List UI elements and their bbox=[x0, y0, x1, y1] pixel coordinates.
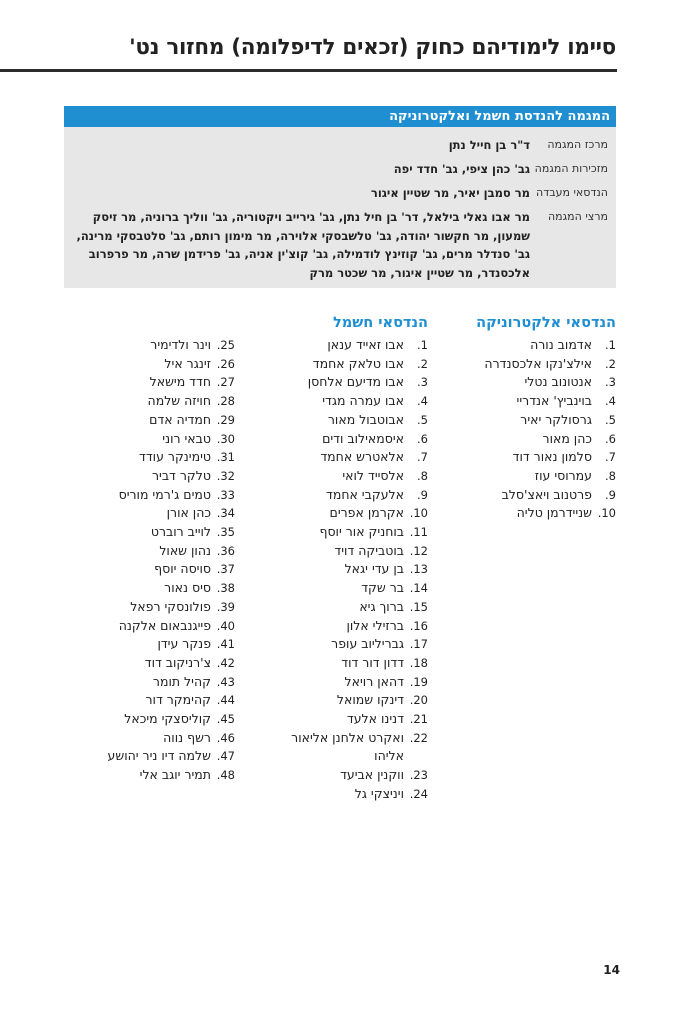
list-item bbox=[80, 635, 235, 654]
list-item bbox=[80, 448, 235, 467]
list-item bbox=[262, 467, 428, 486]
graduate-name: דדון דור דוד bbox=[341, 654, 404, 670]
graduate-name: שלמה דיו ניר יהושע bbox=[107, 748, 211, 764]
item-number: 46. bbox=[216, 730, 235, 745]
list-item bbox=[80, 336, 235, 355]
list-item bbox=[262, 598, 428, 617]
list-item bbox=[262, 560, 428, 579]
list-item bbox=[262, 336, 428, 355]
list-item bbox=[80, 467, 235, 486]
graduate-name: אבוטבול מאור bbox=[327, 411, 404, 427]
item-number: 5. bbox=[605, 412, 616, 427]
graduate-name: פולונסקי רפאל bbox=[130, 598, 211, 614]
list-item bbox=[80, 504, 235, 523]
list-item bbox=[454, 392, 616, 411]
page-title: סיימו לימודיהם כחוק (זכאים לדיפלומה) מחזור נט' bbox=[129, 35, 616, 60]
list-item bbox=[262, 710, 428, 729]
list-item bbox=[80, 710, 235, 729]
program-info-header: המגמה להנדסת חשמל ואלקטרוניקה bbox=[64, 106, 616, 127]
item-number: 42. bbox=[216, 655, 235, 670]
list-item bbox=[262, 691, 428, 710]
list-item bbox=[454, 336, 616, 355]
item-number: 36. bbox=[216, 543, 235, 558]
item-number: 1. bbox=[605, 338, 616, 352]
graduate-name: גרסולקר יאיר bbox=[520, 411, 592, 427]
list-item bbox=[262, 392, 428, 411]
list-item bbox=[454, 430, 616, 449]
item-number: 4. bbox=[605, 394, 616, 409]
item-number: 20. bbox=[409, 693, 428, 708]
info-label: מרכז המגמה bbox=[547, 138, 608, 151]
item-number: 48. bbox=[216, 768, 235, 783]
program-info-box bbox=[64, 106, 616, 288]
list-item bbox=[262, 355, 428, 374]
item-number: 28. bbox=[216, 394, 235, 409]
graduate-name: אבו טלאק אחמד bbox=[312, 355, 404, 371]
list-item bbox=[262, 542, 428, 561]
list-item bbox=[262, 635, 428, 654]
item-number: 9. bbox=[417, 487, 428, 502]
graduate-name: כהן מאור bbox=[542, 430, 592, 446]
list-item bbox=[80, 747, 235, 766]
list-item bbox=[80, 617, 235, 636]
item-number: 19. bbox=[409, 674, 428, 689]
graduate-name: חדד מישאל bbox=[149, 374, 211, 390]
item-number: 40. bbox=[216, 618, 235, 633]
list-item bbox=[80, 411, 235, 430]
electrical-graduates-list-a bbox=[262, 336, 428, 804]
item-number: 24. bbox=[409, 786, 428, 801]
graduate-name: ווקנין אביעד bbox=[340, 767, 404, 783]
list-item bbox=[454, 355, 616, 374]
page-number: 14 bbox=[603, 963, 620, 977]
item-number: 41. bbox=[216, 637, 235, 652]
list-item bbox=[80, 355, 235, 374]
list-item bbox=[262, 673, 428, 692]
list-item bbox=[80, 729, 235, 748]
graduate-name: לוייב רוברט bbox=[150, 524, 211, 540]
graduate-name: בוחניק אור יוסף bbox=[319, 524, 404, 540]
list-item bbox=[262, 448, 428, 467]
graduate-name: טימינקר עודד bbox=[139, 449, 211, 465]
info-value: מר אבו גאלי בילאל, דר' בן חיל נתן, גב' גירייב ויקטוריה, גב' ווליך ברוניה, מר זיסק שמעון, מר חקשור יהודה, גב' טלשבסקי אלוירה, מר מימון רותם, גב' סלטבסקי מרינה, גב' סנדלר מרים, גב' קוזינץ לודמילה, גב' קוצ'ין אניה, גב' פרידמן שרה, מר פרפרוב אלכסנדר, מר שטיין איגור, מר שכטר מרק bbox=[76, 210, 530, 280]
item-number: 7. bbox=[605, 450, 616, 465]
item-number: 31. bbox=[216, 450, 235, 465]
graduate-name: קוליסצקי מיכאל bbox=[124, 711, 211, 727]
item-number: 2. bbox=[417, 356, 428, 371]
item-number: 29. bbox=[216, 412, 235, 427]
graduate-name: בוינביץ' אנדריי bbox=[516, 393, 592, 409]
graduate-name: דנינו אלעד bbox=[346, 711, 404, 727]
item-number: 7. bbox=[417, 450, 428, 465]
list-item bbox=[262, 523, 428, 542]
list-item bbox=[454, 467, 616, 486]
item-number: 14. bbox=[409, 581, 428, 596]
graduate-name: פרטנוב ויאצ'סלב bbox=[501, 486, 592, 502]
list-item bbox=[80, 542, 235, 561]
item-number: 32. bbox=[216, 468, 235, 483]
item-number: 35. bbox=[216, 525, 235, 540]
graduate-name: דהאן רויאל bbox=[344, 673, 404, 689]
graduate-name: ואקרט אלחנן אליאור אליהו bbox=[291, 729, 404, 764]
electronics-graduates-list bbox=[454, 336, 616, 523]
graduate-name: חמדיה אדם bbox=[149, 411, 211, 427]
graduate-name: טמים ג'רמי מוריס bbox=[118, 486, 211, 502]
graduate-name: זינגר איל bbox=[164, 355, 211, 371]
graduate-name: חויזה שלמה bbox=[147, 393, 211, 409]
list-item bbox=[80, 579, 235, 598]
list-item bbox=[262, 373, 428, 392]
item-number: 3. bbox=[605, 375, 616, 390]
graduate-name: וינר ולדימיר bbox=[150, 337, 211, 352]
graduate-name: כהן אורן bbox=[166, 505, 211, 521]
list-item bbox=[80, 673, 235, 692]
item-number: 2. bbox=[605, 356, 616, 371]
graduate-name: אדמוב נורה bbox=[530, 337, 592, 352]
item-number: 27. bbox=[216, 375, 235, 390]
list-item bbox=[80, 523, 235, 542]
list-item bbox=[454, 411, 616, 430]
graduate-name: אלעקבי אחמד bbox=[326, 486, 404, 502]
info-label: מרצי המגמה bbox=[547, 210, 608, 223]
item-number: 34. bbox=[216, 506, 235, 521]
graduate-name: פנקר עידן bbox=[157, 636, 211, 652]
item-number: 10. bbox=[409, 506, 428, 521]
info-label: הנדסאי מעבדה bbox=[536, 186, 608, 199]
item-number: 13. bbox=[409, 562, 428, 577]
graduate-name: ברזילי אלון bbox=[346, 617, 404, 633]
list-item bbox=[80, 486, 235, 505]
item-number: 33. bbox=[216, 487, 235, 502]
item-number: 30. bbox=[216, 431, 235, 446]
list-item bbox=[262, 430, 428, 449]
list-item bbox=[262, 654, 428, 673]
item-number: 4. bbox=[417, 394, 428, 409]
lab-engineers-row bbox=[64, 181, 616, 205]
item-number: 9. bbox=[605, 487, 616, 502]
list-item bbox=[262, 766, 428, 785]
graduate-name: אלסייד לואי bbox=[342, 467, 404, 483]
list-item bbox=[262, 486, 428, 505]
item-number: 8. bbox=[417, 468, 428, 483]
list-item bbox=[262, 729, 428, 766]
item-number: 16. bbox=[409, 618, 428, 633]
list-item bbox=[454, 486, 616, 505]
item-number: 10. bbox=[597, 506, 616, 521]
list-item bbox=[80, 691, 235, 710]
graduate-name: סויסה יוסף bbox=[154, 561, 211, 577]
graduate-name: בן עדי יגאל bbox=[344, 561, 404, 577]
item-number: 6. bbox=[417, 431, 428, 446]
graduate-name: בר שקד bbox=[361, 580, 404, 596]
item-number: 22. bbox=[409, 730, 428, 745]
graduate-name: בוטביקה דויד bbox=[334, 542, 404, 558]
graduate-name: ויניצקי גל bbox=[354, 785, 404, 801]
item-number: 5. bbox=[417, 412, 428, 427]
item-number: 45. bbox=[216, 712, 235, 727]
list-item bbox=[262, 785, 428, 804]
graduate-name: קהיל תומר bbox=[152, 673, 211, 689]
graduate-name: עמרוסי עוז bbox=[534, 467, 592, 483]
info-label: מזכירות המגמה bbox=[534, 162, 608, 175]
list-item bbox=[454, 373, 616, 392]
graduate-name: קהימקר דור bbox=[145, 692, 211, 708]
item-number: 15. bbox=[409, 599, 428, 614]
graduate-name: תמיר יוגב אלי bbox=[139, 767, 211, 783]
graduate-name: אקרמן אפרים bbox=[329, 505, 404, 521]
title-rule bbox=[0, 69, 617, 72]
info-value: מר סמבן יאיר, מר שטיין איגור bbox=[370, 186, 530, 200]
list-item bbox=[80, 598, 235, 617]
item-number: 47. bbox=[216, 749, 235, 764]
list-item bbox=[262, 579, 428, 598]
graduate-name: צ'רניקוב דוד bbox=[144, 654, 211, 670]
list-item bbox=[80, 654, 235, 673]
item-number: 11. bbox=[409, 525, 428, 540]
list-item bbox=[80, 392, 235, 411]
item-number: 12. bbox=[409, 543, 428, 558]
item-number: 21. bbox=[409, 712, 428, 727]
list-item bbox=[80, 373, 235, 392]
electronics-heading: הנדסאי אלקטרוניקה bbox=[476, 315, 616, 331]
graduate-name: ברוך גיא bbox=[359, 598, 404, 614]
list-item bbox=[454, 504, 616, 523]
item-number: 23. bbox=[409, 768, 428, 783]
list-item bbox=[80, 560, 235, 579]
program-lecturers-row bbox=[64, 205, 616, 282]
graduate-name: פייגנבאום אלקנה bbox=[118, 617, 211, 633]
info-value: ד"ר בן חייל נתן bbox=[448, 138, 530, 152]
list-item bbox=[454, 448, 616, 467]
graduate-name: סלמון נאור דוד bbox=[512, 449, 592, 465]
graduate-name: אנטונוב נטלי bbox=[524, 374, 592, 390]
item-number: 17. bbox=[409, 637, 428, 652]
item-number: 8. bbox=[605, 468, 616, 483]
graduate-name: גבריליוב עופר bbox=[331, 636, 404, 652]
graduate-name: רשף נווה bbox=[163, 729, 211, 745]
graduate-name: טבאי רוני bbox=[162, 430, 211, 446]
graduate-name: דינקו שמואל bbox=[336, 692, 404, 708]
list-item bbox=[262, 504, 428, 523]
graduate-name: אבו מדיעם אלחסן bbox=[307, 374, 404, 390]
graduate-name: אילצ'נקו אלכסנדרה bbox=[484, 355, 592, 371]
item-number: 18. bbox=[409, 655, 428, 670]
electrical-heading: הנדסאי חשמל bbox=[332, 315, 428, 331]
graduate-name: אבו זאייד ענאן bbox=[327, 337, 404, 352]
graduate-name: סיס נאור bbox=[164, 580, 211, 596]
item-number: 43. bbox=[216, 674, 235, 689]
item-number: 37. bbox=[216, 562, 235, 577]
graduate-name: שניידרמן טליה bbox=[516, 505, 592, 521]
list-item bbox=[80, 766, 235, 785]
program-coordinator-row bbox=[64, 133, 616, 157]
list-item bbox=[80, 430, 235, 449]
graduate-name: נהון שאול bbox=[159, 542, 211, 558]
graduate-name: אלאטרש אחמד bbox=[320, 449, 404, 465]
list-item bbox=[262, 617, 428, 636]
list-item bbox=[262, 411, 428, 430]
graduate-name: טלקר דביר bbox=[151, 467, 211, 483]
graduate-name: אבו עמרה מגדי bbox=[322, 393, 404, 409]
program-secretariat-row bbox=[64, 157, 616, 181]
graduate-name: איסמאילוב ודים bbox=[322, 430, 404, 446]
item-number: 26. bbox=[216, 356, 235, 371]
item-number: 39. bbox=[216, 599, 235, 614]
electrical-graduates-list-b bbox=[80, 336, 235, 785]
item-number: 38. bbox=[216, 581, 235, 596]
item-number: 6. bbox=[605, 431, 616, 446]
info-value: גב' כהן ציפי, גב' חדד יפה bbox=[393, 162, 530, 176]
item-number: 1. bbox=[417, 338, 428, 352]
item-number: 44. bbox=[216, 693, 235, 708]
item-number: 3. bbox=[417, 375, 428, 390]
item-number: 25. bbox=[216, 338, 235, 352]
